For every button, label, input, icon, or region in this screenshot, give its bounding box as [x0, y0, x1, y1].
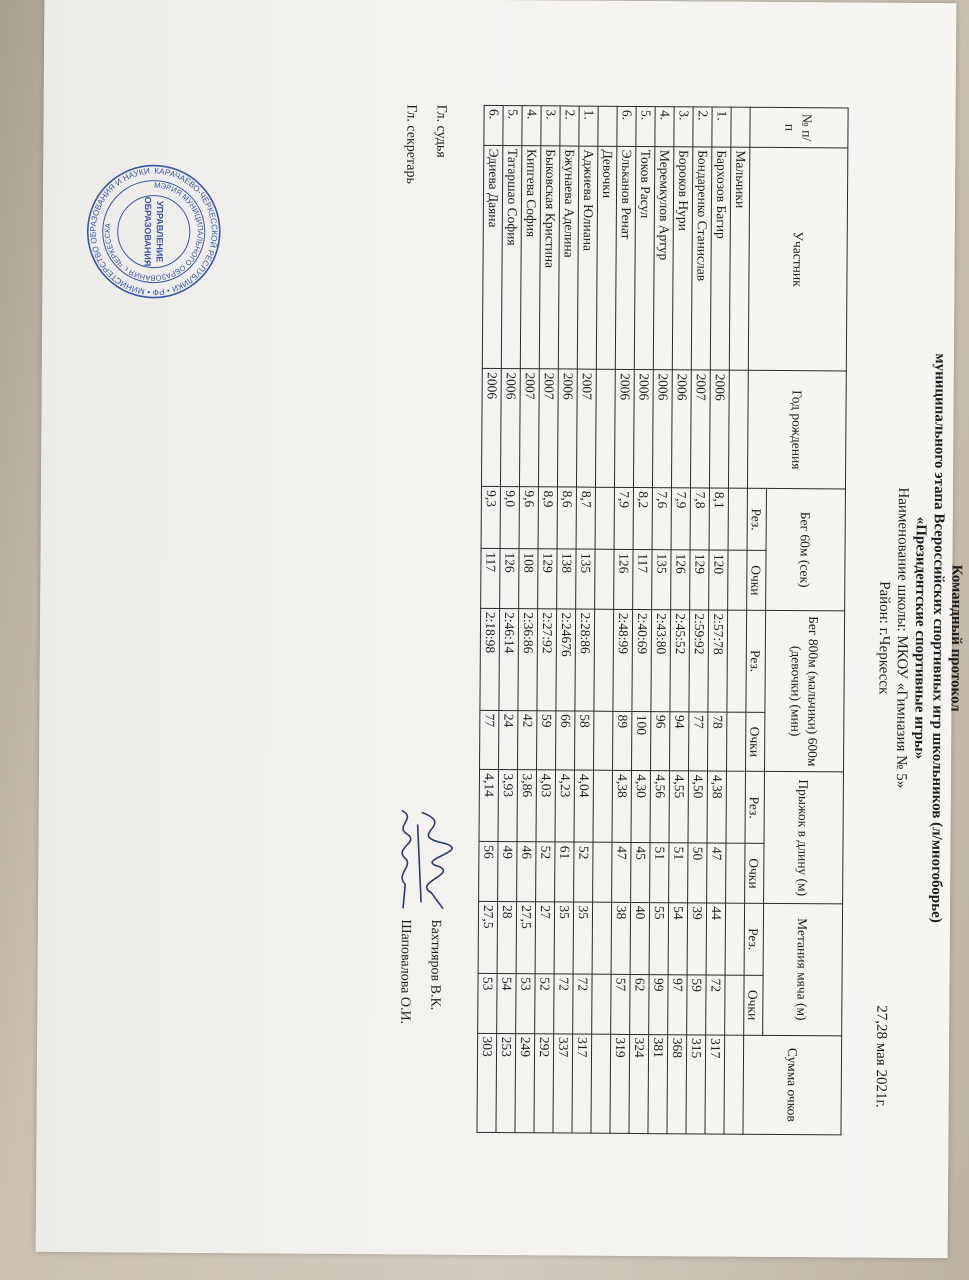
group-empty-cell: [726, 843, 745, 903]
sub-res-header: Рез.: [746, 610, 766, 712]
cell-total: 368: [667, 1034, 687, 1134]
cell-total: 303: [477, 1033, 497, 1133]
cell-pt: 72: [573, 974, 592, 1034]
svg-text:УПРАВЛЕНИЕ: УПРАВЛЕНИЕ: [154, 200, 165, 263]
sub-res-header: Рез.: [744, 903, 764, 975]
group-empty-cell: [725, 903, 745, 975]
cell-p60: 126: [671, 550, 690, 610]
cell-p800: 59: [537, 711, 556, 771]
cell-n: 4.: [655, 107, 674, 147]
cell-n: 5.: [503, 106, 522, 146]
secretary-name: Шаповалова О.И.: [397, 919, 413, 1025]
cell-pt: 72: [706, 975, 725, 1035]
cell-rj: 4,23: [555, 770, 575, 842]
cell-total: 337: [553, 1033, 573, 1133]
cell-rj: 4,03: [536, 770, 556, 842]
event-date: 27,28 мая 2021г.: [872, 1005, 890, 1108]
cell-name: Бжунаева Аделина: [558, 146, 579, 370]
group-empty-cell: [592, 974, 611, 1034]
cell-rj: 4,14: [479, 770, 499, 842]
cell-total: 249: [515, 1033, 535, 1133]
rotated-document: [81, 12, 969, 1258]
cell-rj: 4,04: [574, 770, 594, 842]
group-empty-cell: [594, 711, 613, 771]
cell-n: 2.: [560, 106, 579, 146]
svg-text:КАРАЧАЕВО-ЧЕРКЕССКОЙ РЕСПУБЛИК: КАРАЧАЕВО-ЧЕРКЕССКОЙ РЕСПУБЛИКИ • РФ • МИНИСТЕРСТВО ОБРАЗОВАНИЯ И НАУКИ: [88, 166, 219, 297]
cell-p60: 129: [690, 550, 709, 610]
group-empty-cell: [593, 843, 612, 903]
cell-pt: 54: [497, 973, 516, 1033]
sub-pts-header: Очки: [747, 551, 766, 611]
col-throw-header: Метания мяча (м): [763, 903, 843, 1035]
cell-pt: 53: [516, 974, 535, 1034]
cell-total: 381: [648, 1034, 668, 1134]
cell-r60: 7,6: [652, 488, 671, 550]
col-run60-header: Бег 60м (сек): [766, 489, 846, 611]
cell-total: 319: [610, 1034, 630, 1134]
cell-year: 2006: [481, 369, 501, 487]
cell-rj: 3,93: [498, 770, 518, 842]
cell-year: 2006: [614, 370, 634, 488]
cell-p800: 94: [670, 711, 689, 771]
cell-pt: 59: [687, 975, 706, 1035]
cell-pt: 53: [478, 973, 497, 1033]
cell-p60: 135: [652, 550, 671, 610]
cell-rt: 54: [668, 903, 688, 975]
cell-pj: 52: [536, 842, 555, 902]
cell-pj: 56: [479, 842, 498, 902]
group-empty-cell: [725, 975, 744, 1035]
cell-n: 5.: [636, 106, 655, 146]
cell-pj: 52: [574, 842, 593, 902]
group-empty-cell: [595, 369, 615, 487]
cell-p60: 126: [500, 549, 519, 609]
cell-r60: 7,9: [671, 488, 690, 550]
cell-p800: 58: [575, 711, 594, 771]
cell-pj: 50: [688, 843, 707, 903]
cell-r60: 8,1: [709, 488, 728, 550]
cell-r800: 2:36:86: [518, 609, 538, 711]
cell-r60: 7,8: [690, 488, 709, 550]
cell-p60: 117: [481, 549, 500, 609]
cell-n: 4.: [522, 106, 541, 146]
cell-name: Кипгева София: [520, 145, 541, 369]
cell-p60: 108: [519, 549, 538, 609]
cell-p800: 77: [689, 712, 708, 772]
sub-res-header: Рез.: [745, 772, 765, 844]
cell-pj: 51: [650, 843, 669, 903]
paper-sheet: [36, 0, 965, 1258]
cell-r60: 8,6: [557, 487, 576, 549]
cell-p60: 129: [538, 549, 557, 609]
col-run800-header: Бег 800м (мальчики) 600м (девочки) (мин): [764, 610, 844, 772]
col-year-header: Год рождения: [747, 371, 846, 490]
col-num-header: № п/п: [750, 107, 848, 147]
group-empty-cell: [727, 712, 746, 772]
cell-year: 2007: [576, 369, 596, 487]
cell-r800: 2:24676: [556, 609, 576, 711]
col-jump-header: Прыжок в длину (м): [764, 772, 844, 904]
cell-total: 324: [629, 1034, 649, 1134]
cell-rt: 38: [611, 902, 631, 974]
group-empty-cell: [724, 1035, 744, 1135]
cell-year: 2006: [633, 370, 653, 488]
district: Район: г.Черкесск: [875, 581, 893, 695]
cell-pt: 72: [554, 974, 573, 1034]
group-name: Мальчики: [729, 147, 750, 371]
cell-rt: 35: [573, 902, 593, 974]
cell-r60: 9,0: [500, 487, 519, 549]
cell-r60: 8,2: [633, 488, 652, 550]
document-title: Командный протокол: [947, 564, 965, 712]
cell-p60: 138: [557, 549, 576, 609]
cell-total: 315: [686, 1034, 706, 1134]
cell-p800: 42: [518, 710, 537, 770]
official-stamp: [84, 162, 223, 301]
cell-p800: 96: [651, 711, 670, 771]
cell-name: Токов Расул: [634, 146, 655, 370]
cell-rt: 35: [554, 902, 574, 974]
cell-pj: 47: [612, 843, 631, 903]
cell-r60: 8,9: [538, 487, 557, 549]
group-empty-cell: [728, 550, 747, 610]
cell-r60: 7,9: [614, 488, 633, 550]
cell-pt: 97: [668, 975, 687, 1035]
cell-rt: 27: [535, 902, 555, 974]
cell-rj: 4,38: [612, 771, 632, 843]
cell-n: 3.: [541, 106, 560, 146]
cell-name: Меремкулов Артур: [653, 146, 674, 370]
cell-rt: 44: [706, 903, 726, 975]
results-body: [477, 105, 750, 1134]
cell-total: 253: [496, 1033, 516, 1133]
cell-rj: 4,30: [631, 771, 651, 843]
cell-name: Эдиева Даяна: [482, 145, 503, 369]
cell-n: 1.: [579, 106, 598, 146]
cell-n: 1.: [712, 107, 731, 147]
cell-n: 6.: [617, 106, 636, 146]
cell-n: 6.: [484, 105, 503, 145]
cell-r800: 2:43:80: [651, 609, 671, 711]
cell-rt: 55: [649, 903, 669, 975]
cell-p60: 126: [614, 550, 633, 610]
group-num-cell: [731, 107, 750, 147]
cell-n: 2.: [693, 107, 712, 147]
cell-pt: 52: [535, 974, 554, 1034]
cell-total: 317: [572, 1034, 592, 1134]
cell-rj: 4,55: [669, 771, 689, 843]
secretary-label: Гл. секретарь: [403, 104, 419, 184]
cell-pj: 51: [669, 843, 688, 903]
cell-rt: 40: [630, 902, 650, 974]
school-name: Наименование школы: МКОУ «Гимназия № 5»: [892, 487, 911, 789]
cell-p800: 89: [613, 711, 632, 771]
sub-pts-header: Очки: [746, 712, 765, 772]
group-empty-cell: [594, 609, 614, 711]
cell-total: 292: [534, 1033, 554, 1133]
sub-res-header: Рез.: [747, 488, 766, 550]
cell-r800: 2:27:92: [537, 609, 557, 711]
cell-p60: 120: [709, 550, 728, 610]
cell-pt: 62: [630, 974, 649, 1034]
group-empty-cell: [591, 1034, 611, 1134]
group-empty-cell: [595, 487, 614, 549]
group-name: Девочки: [596, 146, 617, 370]
document-header: [871, 18, 969, 1259]
cell-p60: 135: [576, 549, 595, 609]
cell-p800: 77: [480, 710, 499, 770]
cell-year: 2006: [500, 369, 520, 487]
group-empty-cell: [593, 770, 613, 842]
cell-year: 2007: [519, 369, 539, 487]
sub-pts-header: Очки: [744, 975, 763, 1035]
cell-pj: 47: [707, 843, 726, 903]
cell-r60: 9,3: [481, 487, 500, 549]
cell-year: 2007: [690, 370, 710, 488]
cell-r800: 2:46:14: [499, 608, 519, 710]
cell-rt: 27,5: [516, 902, 536, 974]
group-empty-cell: [595, 549, 614, 609]
cell-pt: 57: [611, 974, 630, 1034]
cell-name: Бороков Нури: [672, 146, 693, 370]
group-empty-cell: [726, 771, 746, 843]
cell-year: 2006: [652, 370, 672, 488]
group-empty-cell: [592, 902, 612, 974]
cell-p800: 66: [556, 711, 575, 771]
cell-r800: 2:40:69: [632, 609, 652, 711]
cell-r800: 2:18:98: [480, 608, 500, 710]
cell-pj: 46: [517, 842, 536, 902]
cell-r800: 2:48:99: [613, 609, 633, 711]
cell-pj: 61: [555, 842, 574, 902]
cell-year: 2007: [538, 369, 558, 487]
cell-rj: 4,56: [650, 771, 670, 843]
event-name: «Президентские спортивные игры»: [911, 516, 929, 760]
secretary-signature: [383, 804, 424, 914]
document-subtitle: муниципального этапа Всероссийских спортивных игр школьников (л/многоборье): [927, 353, 948, 923]
cell-rt: 39: [687, 903, 707, 975]
sub-pts-header: Очки: [745, 844, 764, 904]
cell-rj: 4,38: [707, 771, 727, 843]
cell-name: Аджиева Юлиана: [577, 146, 598, 370]
cell-r800: 2:57:78: [708, 610, 728, 712]
cell-year: 2006: [709, 370, 729, 488]
cell-year: 2006: [557, 369, 577, 487]
cell-year: 2006: [671, 370, 691, 488]
judge-label: Гл. судья: [433, 104, 449, 158]
group-empty-cell: [728, 370, 748, 488]
cell-name: Быковская Кристина: [539, 146, 560, 370]
cell-r60: 8,7: [576, 487, 595, 549]
cell-total: 317: [705, 1035, 725, 1135]
cell-pt: 99: [649, 975, 668, 1035]
signatures: [397, 104, 449, 1133]
cell-p60: 117: [633, 550, 652, 610]
group-num-cell: [598, 106, 617, 146]
cell-name: Бархозов Багир: [710, 147, 731, 371]
cell-pj: 49: [498, 842, 517, 902]
group-empty-cell: [728, 488, 747, 550]
cell-r800: 2:28:86: [575, 609, 595, 711]
svg-text:ОБРАЗОВАНИЯ: ОБРАЗОВАНИЯ: [142, 196, 153, 267]
cell-n: 3.: [674, 107, 693, 147]
judge-name: Бахтияров В.К.: [427, 919, 443, 1011]
col-total-header: Сумма очков: [743, 1035, 842, 1135]
cell-r60: 9,6: [519, 487, 538, 549]
results-table: [476, 105, 848, 1136]
cell-name: Эльканов Ренат: [615, 146, 636, 370]
cell-p800: 78: [708, 712, 727, 772]
svg-text:МЭРИЯ МУНИЦИПАЛЬНОГО ОБРАЗОВАН: МЭРИЯ МУНИЦИПАЛЬНОГО ОБРАЗОВАНИЯ г. ЧЕРКЕССКА: [102, 180, 205, 283]
cell-name: Бондаренко Станислав: [691, 147, 712, 371]
cell-p800: 24: [499, 710, 518, 770]
group-empty-cell: [727, 610, 747, 712]
col-participant-header: Участник: [748, 147, 848, 371]
cell-rj: 4,50: [688, 771, 708, 843]
cell-p800: 100: [632, 711, 651, 771]
cell-r800: 2:59:92: [689, 610, 709, 712]
cell-name: Татаршао София: [501, 145, 522, 369]
cell-rj: 3,86: [517, 770, 537, 842]
cell-pj: 45: [631, 843, 650, 903]
cell-rt: 28: [497, 901, 517, 973]
cell-rt: 27,5: [478, 901, 498, 973]
cell-r800: 2:45:52: [670, 610, 690, 712]
